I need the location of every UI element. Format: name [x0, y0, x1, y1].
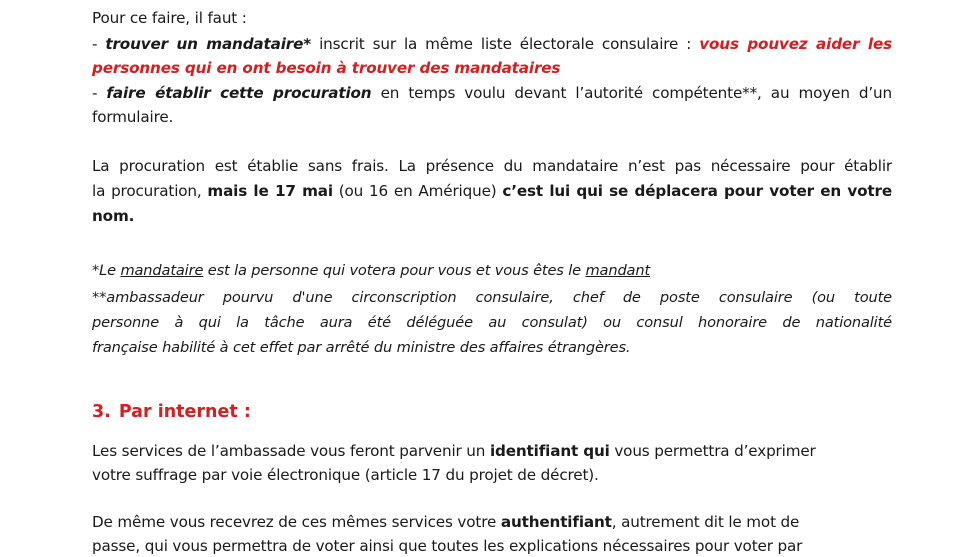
- block3-bold: identifiant qui: [489, 442, 610, 460]
- block2-bold3: nom.: [92, 207, 135, 225]
- note2-line1: [92, 287, 892, 309]
- block3-text1b: vous permettra d’exprimer: [609, 442, 816, 460]
- block4-text1a: De même vous recevrez de ces mêmes services votre: [92, 513, 501, 531]
- note2-text3: française habilité à cet effet par arrêté du ministre des affaires étrangères.: [92, 339, 631, 356]
- item2-rest-a: en temps voulu devant l’autorité compétente**, au moyen d’un: [371, 84, 892, 102]
- block2-line3: [92, 205, 892, 227]
- item2-bold: faire établir cette procuration: [106, 84, 372, 102]
- block3-line2: [92, 464, 892, 486]
- block4-text2: passe, qui vous permettra de voter ainsi que toutes les explications nécessaires pour voter par: [92, 537, 803, 555]
- block2-text1: La procuration est établie sans frais. La présence du mandataire n’est pas nécessaire pour établir: [92, 157, 892, 175]
- item2-rest-b: formulaire.: [92, 108, 174, 126]
- block2-bold2: c’est lui qui se déplacera pour voter en votre: [502, 182, 892, 200]
- item1-rest: inscrit sur la même liste électorale consulaire :: [311, 35, 700, 53]
- block4-line1: [92, 511, 892, 533]
- block3-line1: [92, 440, 892, 462]
- item2-line1: [92, 82, 892, 104]
- block4-line2: [92, 535, 892, 557]
- note1-a: *Le: [92, 262, 121, 279]
- item1-dash: -: [92, 35, 106, 53]
- section3-number: 3.: [92, 402, 111, 422]
- item1-red-b: personnes qui en ont besoin à trouver des mandataires: [92, 59, 561, 77]
- block2-mid: (ou 16 en Amérique): [332, 182, 503, 200]
- item2-line2: [92, 106, 892, 128]
- intro-text: Pour ce faire, il faut :: [92, 9, 247, 27]
- section3-heading: [92, 400, 251, 424]
- item1-bold: trouver un mandataire*: [105, 35, 312, 53]
- block2-line2: [92, 180, 892, 202]
- item1-red-a: vous pouvez aider les: [699, 35, 892, 53]
- block3-text2: votre suffrage par voie électronique (article 17 du projet de décret).: [92, 466, 599, 484]
- block2-text2a: la procuration,: [92, 182, 208, 200]
- block4-text1b: , autrement dit le mot de: [611, 513, 800, 531]
- item1-line1: [92, 33, 892, 55]
- item2-dash: -: [92, 84, 107, 102]
- block2-line1: [92, 155, 892, 177]
- block4-bold: authentifiant: [500, 513, 612, 531]
- item1-line2: [92, 57, 892, 79]
- note2-text2: personne à qui la tâche aura été déléguée au consulat) ou consul honoraire de nationalité: [92, 314, 892, 331]
- note2-line2: [92, 312, 892, 334]
- note1-b: est la personne qui votera pour vous et vous êtes le: [203, 262, 586, 279]
- block2-bold1: mais le 17 mai: [207, 182, 333, 200]
- note1-line: [92, 260, 892, 282]
- intro-line: [92, 7, 892, 29]
- note2-text1: **ambassadeur pourvu d'une circonscription consulaire, chef de poste consulaire (ou toute: [92, 289, 892, 306]
- note1-mandataire: mandataire: [120, 262, 204, 279]
- note1-mandant: mandant: [585, 262, 651, 279]
- note2-line3: [92, 337, 892, 359]
- block3-text1a: Les services de l’ambassade vous feront parvenir un: [92, 442, 490, 460]
- section3-title: Par internet :: [118, 402, 251, 422]
